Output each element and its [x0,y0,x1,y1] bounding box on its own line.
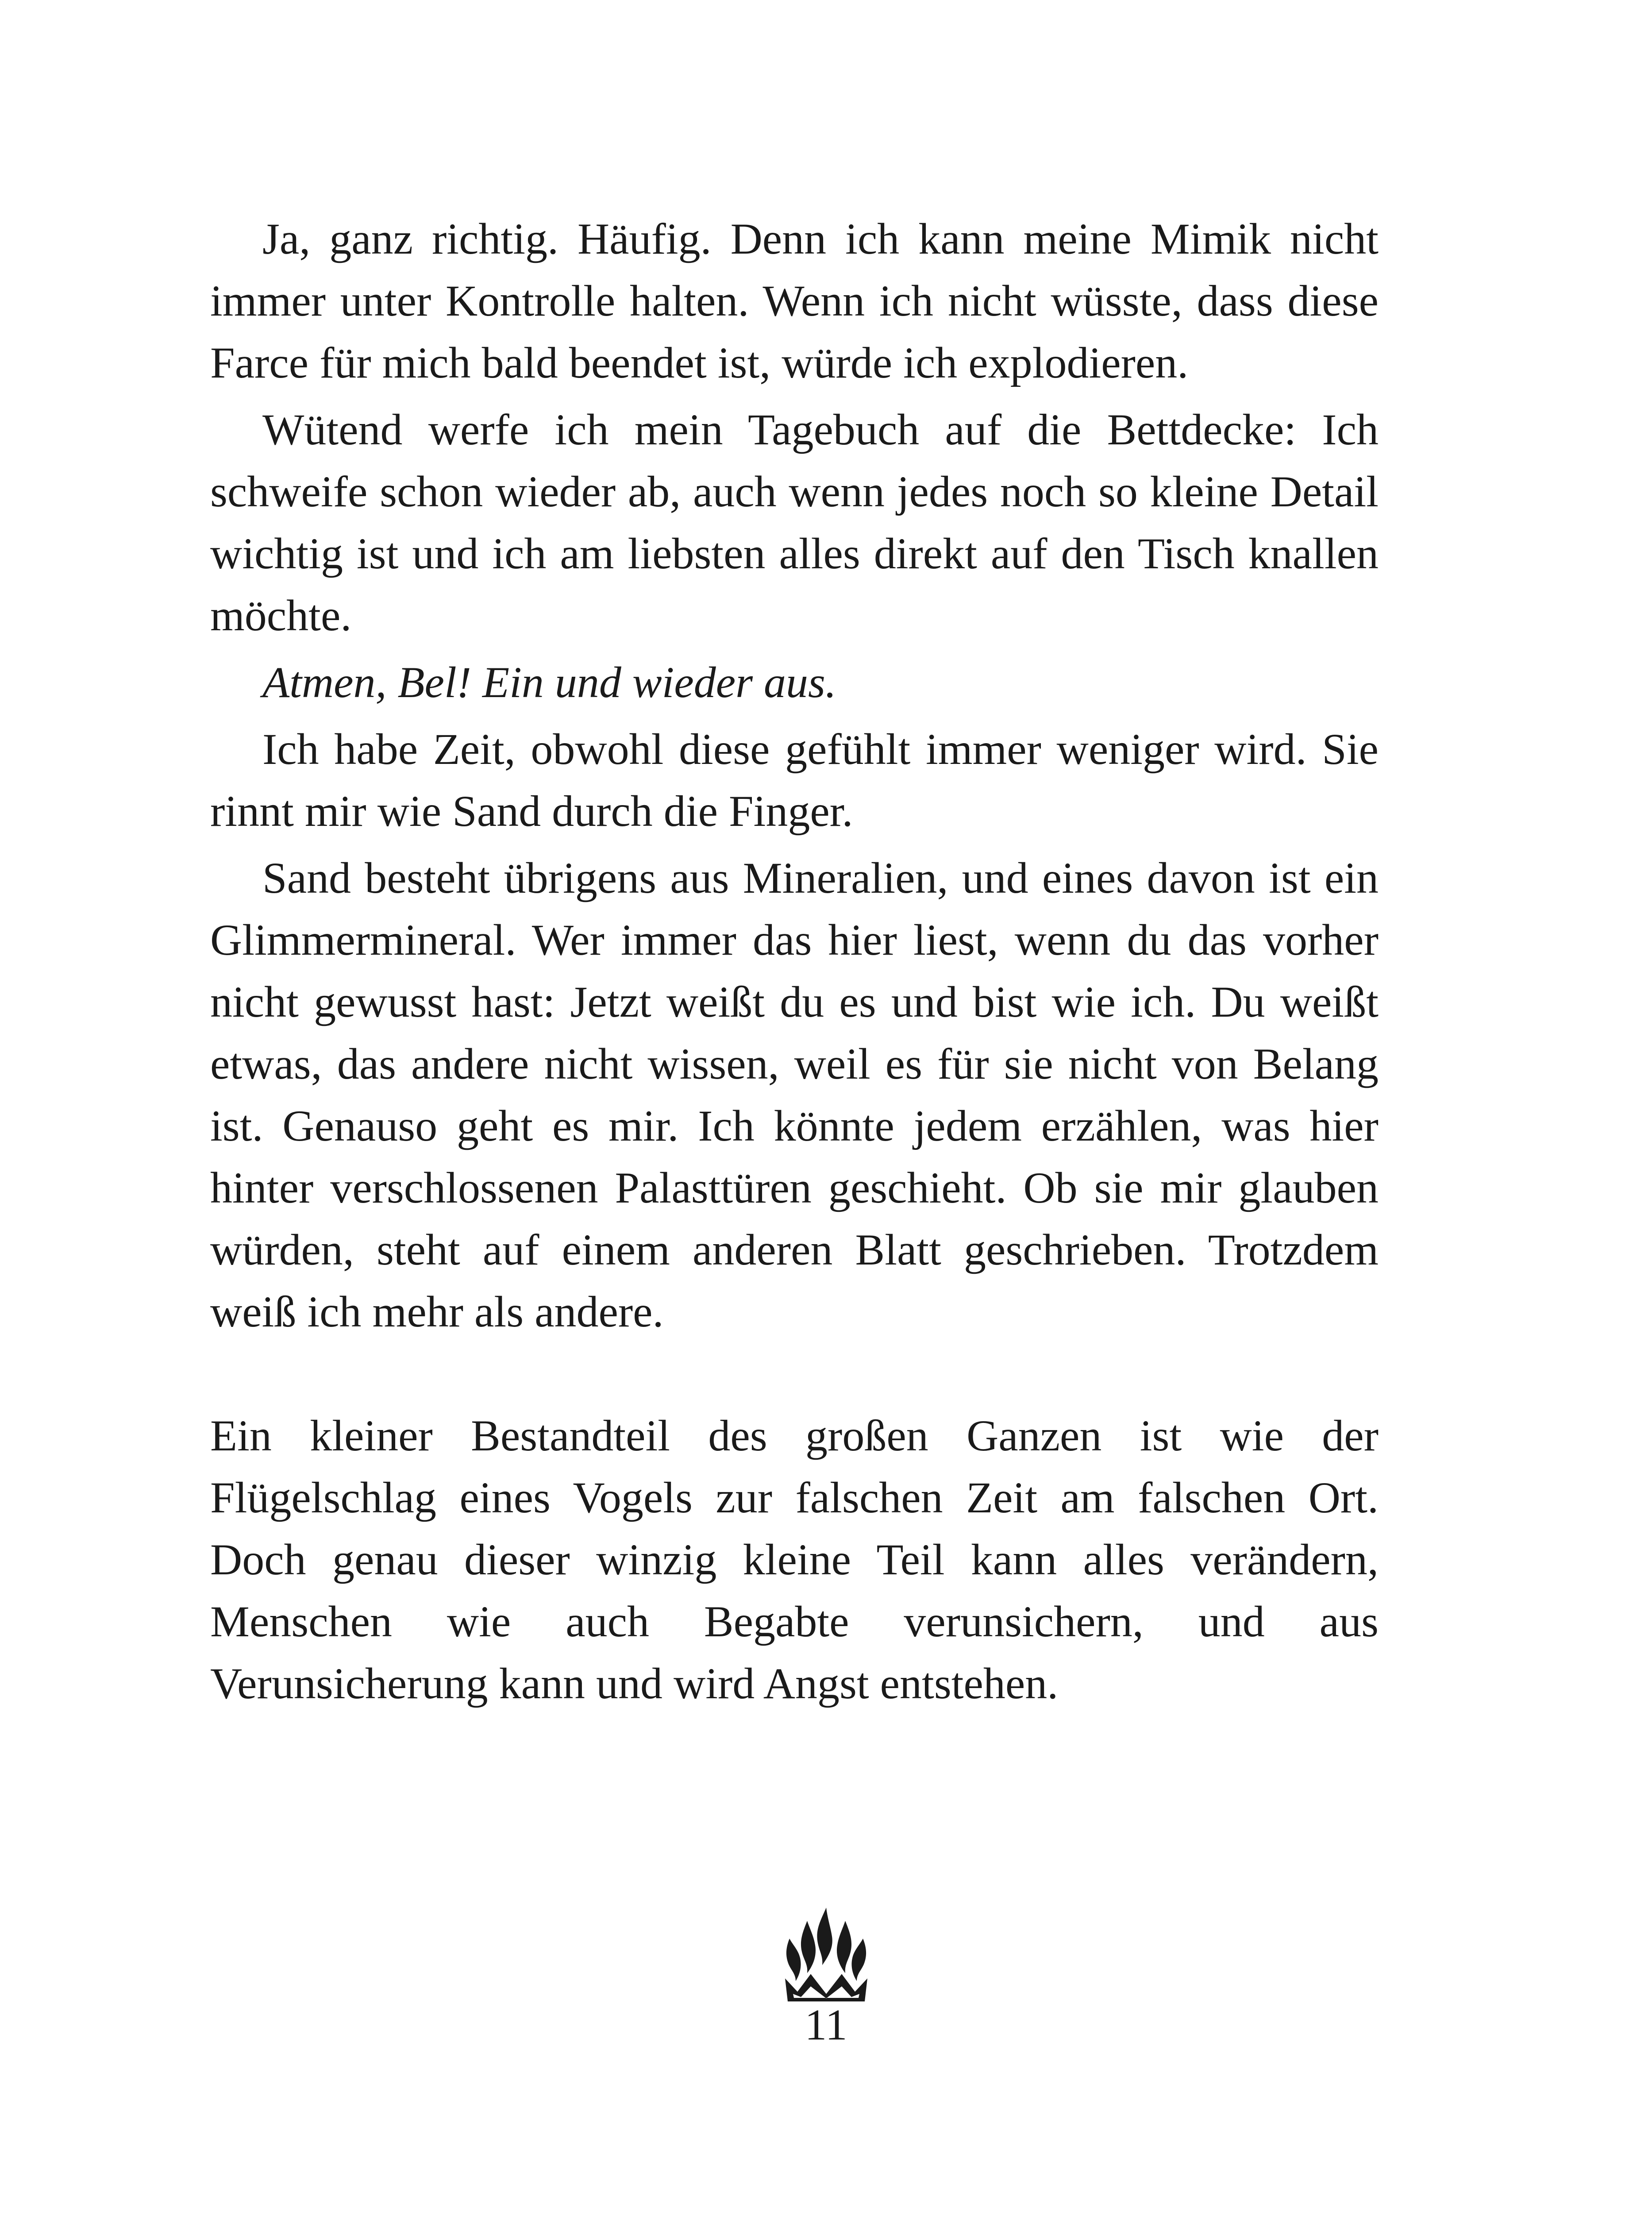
paragraph-1: Ja, ganz richtig. Häufig. Denn ich kann meine Mimik nicht immer unter Kontrolle halten. Wenn ich nicht wüsste, dass diese Farce für mich bald beendet ist, würde ich explodieren. [210,214,1379,387]
body-text [210,208,1379,1715]
flame-ornament-icon [780,1903,873,2005]
paragraph-5: Sand besteht übrigens aus Mineralien, und eines davon ist ein Glimmermineral. Wer immer das hier liest, wenn du das vorher nicht gewusst hast: Jetzt weißt du es und bist wie ich. Du weißt etwas, das andere nicht wissen, weil es für sie nicht von Belang ist. Genauso geht es mir. Ich könnte jedem erzählen, was hier hinter verschlossenen Palasttüren geschieht. Ob sie mir glauben würden, steht auf einem anderen Blatt geschrieben. Trotzdem weiß ich mehr als andere. [210,853,1379,1336]
paragraph-4: Ich habe Zeit, obwohl diese gefühlt immer weniger wird. Sie rinnt mir wie Sand durch die Finger. [210,725,1379,836]
paragraph-3-italic: Atmen, Bel! Ein und wieder aus. [262,658,836,707]
paragraph-2: Wütend werfe ich mein Tagebuch auf die Bettdecke: Ich schweife schon wieder ab, auch wenn jedes noch so kleine Detail wichtig ist und ich am liebsten alles direkt auf den Tisch knallen möchte. [210,405,1379,640]
page-number: 11 [805,2000,847,2049]
section-break [210,1343,1379,1405]
paragraph-6: Ein kleiner Bestandteil des großen Ganzen ist wie der Flügelschlag eines Vogels zur falschen Zeit am falschen Ort. Doch genau dieser winzig kleine Teil kann alles verändern, Menschen wie auch Begabte verunsichern, und aus Verunsicherung kann und wird Angst entstehen. [210,1411,1379,1708]
page-footer [0,1903,1652,2049]
